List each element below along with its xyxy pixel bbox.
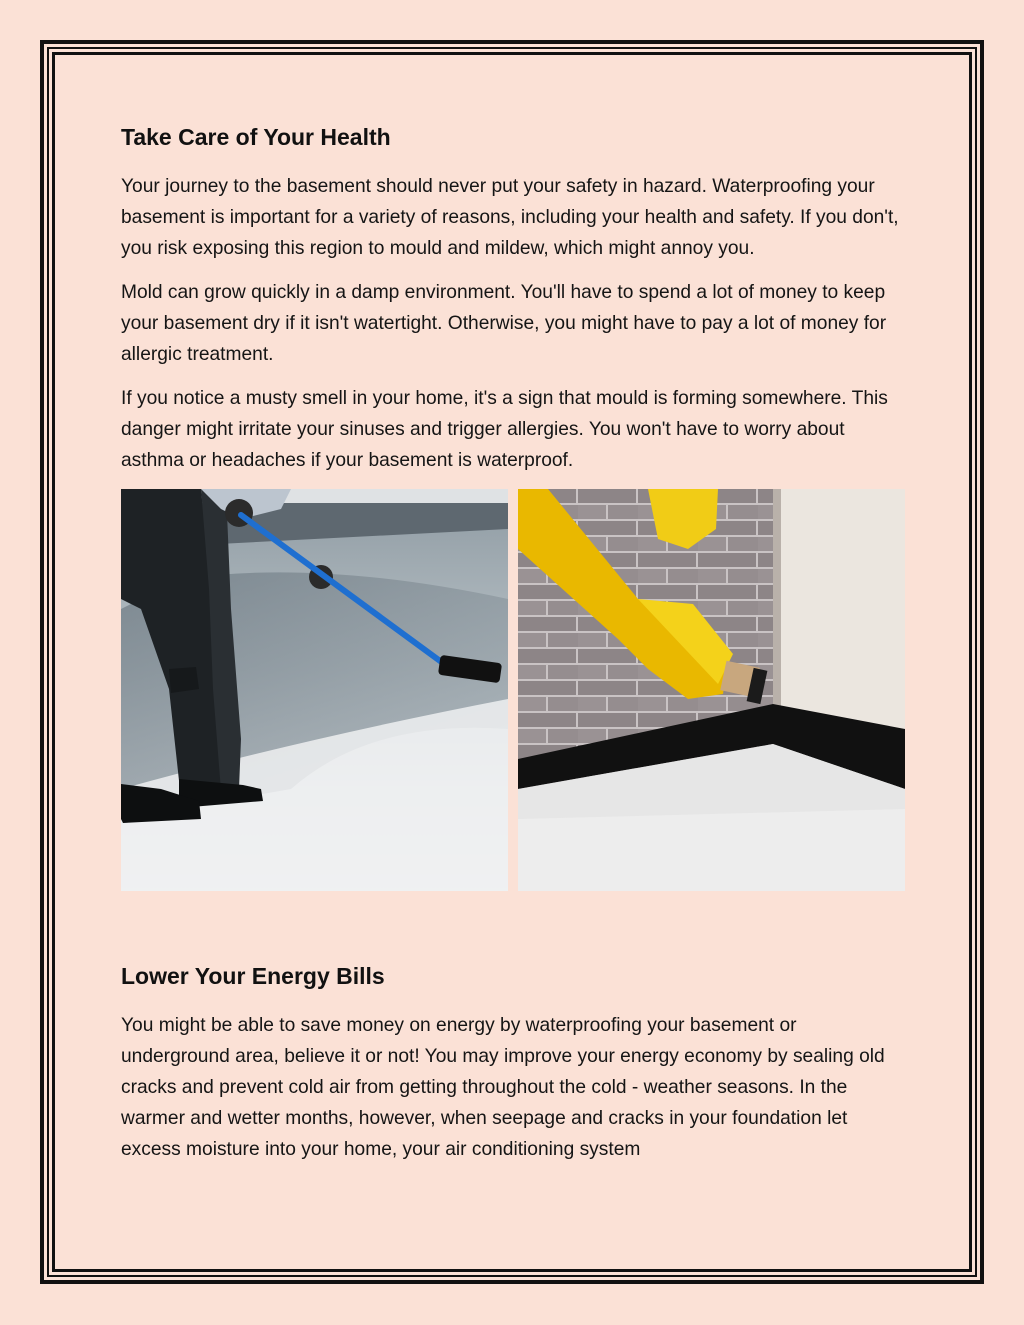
photo-brush-sealant [518, 489, 905, 891]
photo-roller-coating [121, 489, 508, 891]
document-content [121, 118, 905, 1165]
paragraph-energy-1: You might be able to save money on energy by waterproofing your basement or underground area, believe it or not! You may improve your energy economy by sealing old cracks and prevent cold air from getting throughout the cold - weather seasons. In the warmer and wetter months, however, when seepage and cracks in your foundation let excess moisture into your home, your air conditioning system [121, 1015, 885, 1160]
section-heading-health: Take Care of Your Health [121, 124, 391, 150]
section-heading-energy: Lower Your Energy Bills [121, 963, 385, 989]
paragraph-health-3: If you notice a musty smell in your home, it's a sign that mould is forming somewhere. This danger might irritate your sinuses and trigger allergies. You won't have to worry about asthma or headaches if your basement is waterproof. [121, 388, 888, 471]
photo-row [121, 489, 905, 891]
paragraph-health-2: Mold can grow quickly in a damp environment. You'll have to spend a lot of money to keep your basement dry if it isn't watertight. Otherwise, you might have to pay a lot of money for allergic treatment. [121, 282, 887, 365]
paragraph-health-1: Your journey to the basement should never put your safety in hazard. Waterproofing your basement is important for a variety of reasons, including your health and safety. If you don't, you risk exposing this region to mould and mildew, which might annoy you. [121, 176, 899, 259]
